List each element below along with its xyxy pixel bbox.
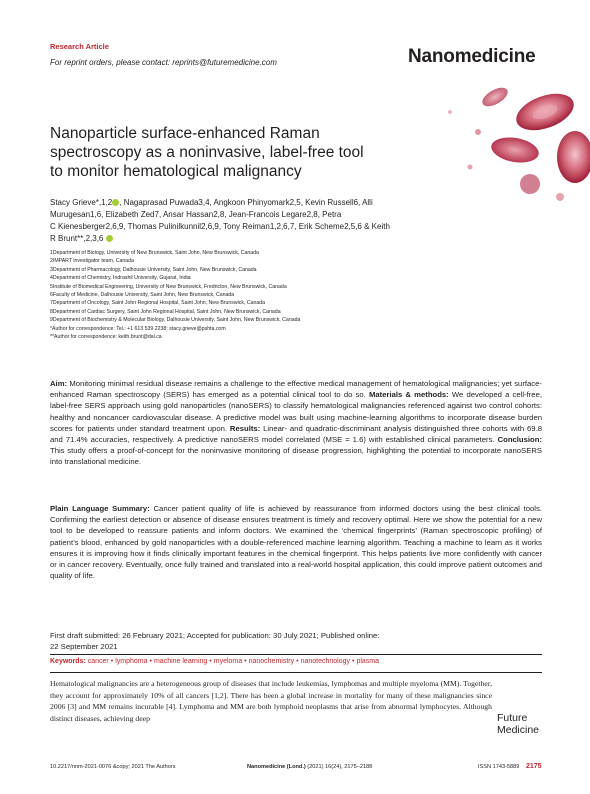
affiliations: [50, 249, 530, 341]
title-line: spectroscopy as a noninvasive, label-free tool: [50, 144, 364, 161]
correspondence: *Author for correspondence: Tel.: +1 613 539 2238; stacy.grieve@pshta.com: [50, 325, 226, 332]
footer-citation: [247, 764, 372, 770]
affiliation: 8Department of Cardiac Surgery, Saint John Regional Hospital, Saint John, New Brunswick, Canada: [50, 308, 281, 315]
publication-dates: [50, 630, 470, 652]
dates-line: First draft submitted: 26 February 2021; Accepted for publication: 30 July 2021; Published online:: [50, 631, 380, 640]
abstract-methods-text: We developed a cell-free, label-free SERS approach using gold nanoparticles (nanoSERS) to classify hematological malignancies referenced against two control cohorts: healthy and noncancer cardiovascular disease. A predictive model was built using machine-learning algorithms to incorporate disease burden scores for patients under standard treatment upon.: [50, 390, 542, 433]
publisher-line: Medicine: [497, 724, 540, 736]
author-line: Stacy Grieve*,1,2: [50, 198, 113, 207]
keywords-label: Keywords:: [50, 658, 86, 665]
body-paragraph: Hematological malignancies are a heterogeneous group of diseases that include leukemias, lymphomas and multiple myeloma (MM). Together, they account for approximately 10% of all cancers [1,2]. There has been a global increase in mortality for many of these malignancies since 2006 [3] and MM remains incurable [4]. Lymphoma and MM are both lymphoid neoplasms that arise from abnormal lymphocytes. Although distinct diseases, achieving deep: [50, 679, 492, 723]
affiliation: 4Department of Chemistry, Indrashil University, Gujarat, India: [50, 275, 191, 282]
footer-journal: Nanomedicine (Lond.): [247, 764, 306, 770]
orcid-icon[interactable]: [106, 235, 113, 242]
author-line: R Brunt**,2,3,6: [50, 234, 104, 243]
keyword-link[interactable]: nanochemistry: [248, 658, 295, 665]
footer-doi[interactable]: 10.2217/nnm-2021-0076 &copy; 2021 The Authors: [50, 764, 176, 770]
affiliation: 5Institute of Biomedical Engineering, University of New Brunswick, Fredricton, New Brunswick, Canada: [50, 283, 287, 290]
abstract-conclusion-text: This study offers a proof-of-concept for the noninvasive monitoring of disease progression, highlighting the potential to incorporate nanoSERS into translational medicine.: [50, 446, 542, 467]
author-line: C Kienesberger2,6,9, Thomas Pulinilkunnil2,6,9, Tony Reiman1,2,6,7, Erik Scheme2,5,6 & Keith: [50, 222, 390, 231]
author-line: , Nagaprasad Puwada3,4, Angkoon Phinyomark2,5, Kevin Russell6, Alli: [119, 198, 373, 207]
publisher-logo: [497, 712, 539, 736]
keyword-link[interactable]: lymphoma: [115, 658, 148, 665]
abstract-conclusion-label: Conclusion:: [497, 435, 542, 445]
divider: [50, 654, 542, 655]
abstract-aim-text: Monitoring minimal residual disease remains a challenge to the effective medical management of hematological malignancies; yet surface-enhanced Raman spectroscopy (SERS) has emerged as a potential clinical tool to do so.: [50, 379, 542, 400]
affiliation: 2IMPART investigator team, Canada: [50, 258, 134, 265]
correspondence: **Author for correspondence: keith.brunt@dal.ca: [50, 334, 162, 341]
abstract-results-label: Results:: [229, 423, 261, 433]
article-title: [50, 124, 410, 181]
keyword-link[interactable]: plasma: [356, 658, 380, 665]
keywords: Keywords: cancer • lymphoma • machine learning • myeloma • nanochemistry • nanotechnology • plasma: [50, 658, 380, 665]
publisher-line: Future: [497, 712, 528, 724]
plain-language-summary: [50, 503, 542, 581]
reprint-notice: For reprint orders, please contact: reprints@futuremedicine.com: [50, 58, 277, 67]
journal-brand: Nanomedicine: [408, 46, 536, 67]
title-line: Nanoparticle surface-enhanced Raman: [50, 125, 320, 142]
keyword-link[interactable]: machine learning: [153, 658, 208, 665]
keyword-link[interactable]: cancer: [87, 658, 109, 665]
title-line: to monitor hematological malignancy: [50, 163, 302, 180]
pls-label: Plain Language Summary:: [50, 504, 150, 513]
footer-citation-rest: (2021) 16(24), 2175–2188: [305, 764, 373, 770]
abstract-aim-label: Aim:: [50, 379, 68, 388]
keyword-link[interactable]: nanotechnology: [300, 658, 351, 665]
abstract: [50, 378, 542, 468]
affiliation: 3Department of Pharmacology, Dalhousie University, Saint John, New Brunswick, Canada: [50, 266, 257, 273]
affiliation: 6Faculty of Medicine, Dalhousie University, Saint John, New Brunswick, Canada: [50, 292, 235, 299]
author-list: [50, 197, 450, 245]
keyword-link[interactable]: myeloma: [213, 658, 243, 665]
abstract-results-text: Linear- and quadratic-discriminant analysis distinguished three cohorts with 69.8 and 71.4% accuracies, respectively. A predictive nanoSERS model correlated (MSE = 1.6) with established clinical parameters.: [50, 423, 542, 445]
page-number: 2175: [526, 763, 542, 770]
blood-cells-illustration: [390, 72, 590, 207]
dates-line: 22 September 2021: [50, 642, 118, 652]
footer-issn: ISSN 1743-5889: [478, 764, 520, 770]
affiliation: 7Department of Oncology, Saint John Regional Hospital, Saint John, New Brunswick, Canada: [50, 300, 266, 307]
affiliation: 9Department of Biochemistry & Molecular Biology, Dalhousie University, Saint John, New Brunswick, Canada: [50, 317, 301, 324]
author-line: Murugesan1,6, Elizabeth Zed7, Ansar Hassan2,8, Jean-Francois Legare2,8, Petra: [50, 210, 342, 219]
article-type: Research Article: [50, 42, 109, 51]
pls-text: Cancer patient quality of life is achieved by reassurance from informed doctors using the best clinical tools. Confirming the earliest detection or absence of disease ensures treatment is timely and recovery optimal. Here we show the potential for a new tool to be developed to reassure patients and inform doctors. We examined the ‘chemical fingerprints’ (Raman spectroscopic profiling) of patient’s blood, enhanced by gold nanoparticles with a double-referenced machine learning algorithm. Teaching a machine to learn as it works ensures it is improving how it finds clinically important features in the chemical fingerprint. This helps patients live more confidently with cancer or in cancer recovery. Eventually, once fully trained and translated into a real-world hospital application, this could improve patient outcomes and quality of life.: [50, 504, 542, 581]
abstract-methods-label: Materials & methods:: [368, 390, 449, 400]
divider: [50, 672, 542, 673]
affiliation: 1Department of Biology, University of New Brunswick, Saint John, New Brunswick, Canada: [50, 250, 259, 256]
